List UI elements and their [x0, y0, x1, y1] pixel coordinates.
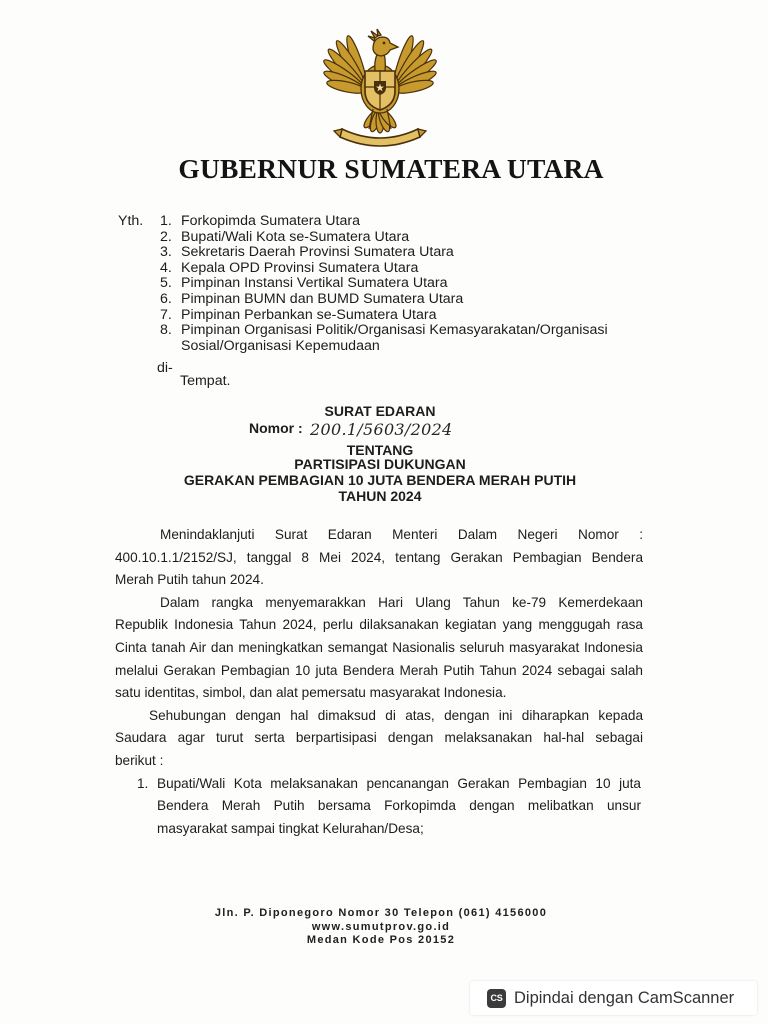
list-item-line: masyarakat sampai tingkat Kelurahan/Desa; — [157, 820, 424, 836]
shield — [365, 71, 395, 110]
body-line: Menindaklanjuti Surat Edaran Menteri Dalam Negeri Nomor : — [160, 527, 643, 542]
addressee-number: 4. — [160, 259, 172, 276]
addressee-text: Pimpinan Perbankan se-Sumatera Utara — [181, 306, 437, 323]
about-label: TENTANG — [346, 442, 414, 458]
addressee-number: 5. — [160, 275, 172, 292]
addressee-item — [118, 308, 658, 324]
camscanner-logo-icon: CS — [487, 989, 506, 1008]
letter-body — [115, 524, 643, 840]
addressee-item — [118, 276, 658, 292]
subject-line: TAHUN 2024 — [338, 488, 422, 504]
addressee-item — [118, 245, 658, 261]
camscanner-badge — [470, 981, 757, 1015]
paragraph-3 — [115, 705, 643, 773]
addressee-text: Forkopimda Sumatera Utara — [181, 213, 360, 229]
list-item-line — [115, 773, 643, 796]
addressee-text: Pimpinan Instansi Vertikal Sumatera Utara — [181, 275, 448, 292]
addressee-number: 2. — [160, 228, 172, 245]
footer-postal: Medan Kode Pos 20152 — [306, 934, 456, 946]
addressee-number: 7. — [160, 306, 172, 323]
addressee-text: Pimpinan Organisasi Politik/Organisasi Kemasyarakatan/Organisasi — [181, 322, 608, 339]
addressee-item — [118, 261, 658, 277]
body-line: satu identitas, simbol, dan alat pemersatu masyarakat Indonesia. — [115, 685, 507, 701]
addressee-item — [118, 292, 658, 308]
body-line: Sehubungan dengan hal dimaksud di atas, dengan ini diharapkan kepada — [149, 707, 643, 723]
body-line: Merah Putih tahun 2024. — [115, 572, 264, 588]
addressee-text: Kepala OPD Provinsi Sumatera Utara — [181, 259, 419, 276]
addressee-number: 6. — [160, 290, 172, 307]
body-line: Republik Indonesia Tahun 2024, perlu dilaksanakan kegiatan yang menggugah rasa — [115, 617, 643, 633]
subject-line: GERAKAN PEMBAGIAN 10 JUTA BENDERA MERAH PUTIH — [183, 472, 577, 488]
list-item-number: 1. — [137, 775, 149, 791]
addressee-number: 3. — [160, 244, 172, 261]
addressee-tempat: Tempat. — [180, 373, 231, 389]
addressee-item — [118, 323, 658, 339]
camscanner-text: Dipindai dengan CamScanner — [514, 989, 735, 1007]
number-label: Nomor : — [249, 420, 303, 436]
addressee-text: Pimpinan BUMN dan BUMD Sumatera Utara — [181, 290, 464, 307]
body-line: Cinta tanah Air dan meningkatkan semangat Nasionalis seluruh masyarakat Indonesia — [115, 639, 643, 655]
head — [368, 29, 398, 71]
body-line: Saudara agar turut serta berpartisipasi dengan melaksanakan hal-hal sebagai — [115, 730, 643, 746]
body-line: Dalam rangka menyemarakkan Hari Ulang Tahun ke-79 Kemerdekaan — [160, 594, 643, 610]
addressee-text: Sekretaris Daerah Provinsi Sumatera Utara — [181, 244, 454, 261]
paragraph-2 — [115, 592, 643, 705]
handwritten-number: 200.1/5603/2024 — [310, 420, 453, 439]
addressee-number: 8. — [160, 322, 172, 339]
addressee-text: Sosial/Organisasi Kepemudaan — [181, 337, 380, 354]
footer-address: Jln. P. Diponegoro Nomor 30 Telepon (061) 4156000 — [214, 907, 548, 919]
list-item-text: Bupati/Wali Kota melaksanakan pencanangan Gerakan Pembagian 10 juta — [157, 775, 641, 791]
addressee-item — [118, 214, 658, 230]
letterhead-title: GUBERNUR SUMATERA UTARA — [178, 153, 604, 184]
salutation: Yth. — [118, 213, 144, 229]
instruction-list — [115, 773, 643, 841]
addressee-list — [118, 214, 658, 354]
addressee-number: 1. — [160, 213, 172, 229]
list-item-line: Bendera Merah Putih bersama Forkopimda dengan melibatkan unsur — [157, 798, 641, 814]
addressee-item-continuation — [118, 339, 658, 355]
letter-footer — [0, 907, 762, 948]
footer-website: www.sumutprov.go.id — [311, 920, 451, 933]
garuda-emblem-icon — [318, 25, 442, 151]
body-line: berikut : — [115, 752, 164, 768]
paragraph-1 — [115, 524, 643, 592]
addressee-text: Bupati/Wali Kota se-Sumatera Utara — [181, 228, 410, 245]
addressee-di: di- — [157, 360, 173, 376]
addressee-item — [118, 230, 658, 246]
body-line: 400.10.1.1/2152/SJ, tanggal 8 Mei 2024, tentang Gerakan Pembagian Bendera — [115, 549, 643, 565]
body-line: melalui Gerakan Pembagian 10 juta Bendera Merah Putih Tahun 2024 sebagai salah — [115, 662, 643, 678]
subject-line: PARTISIPASI DUKUNGAN — [294, 456, 466, 472]
letter-type: SURAT EDARAN — [324, 403, 436, 419]
